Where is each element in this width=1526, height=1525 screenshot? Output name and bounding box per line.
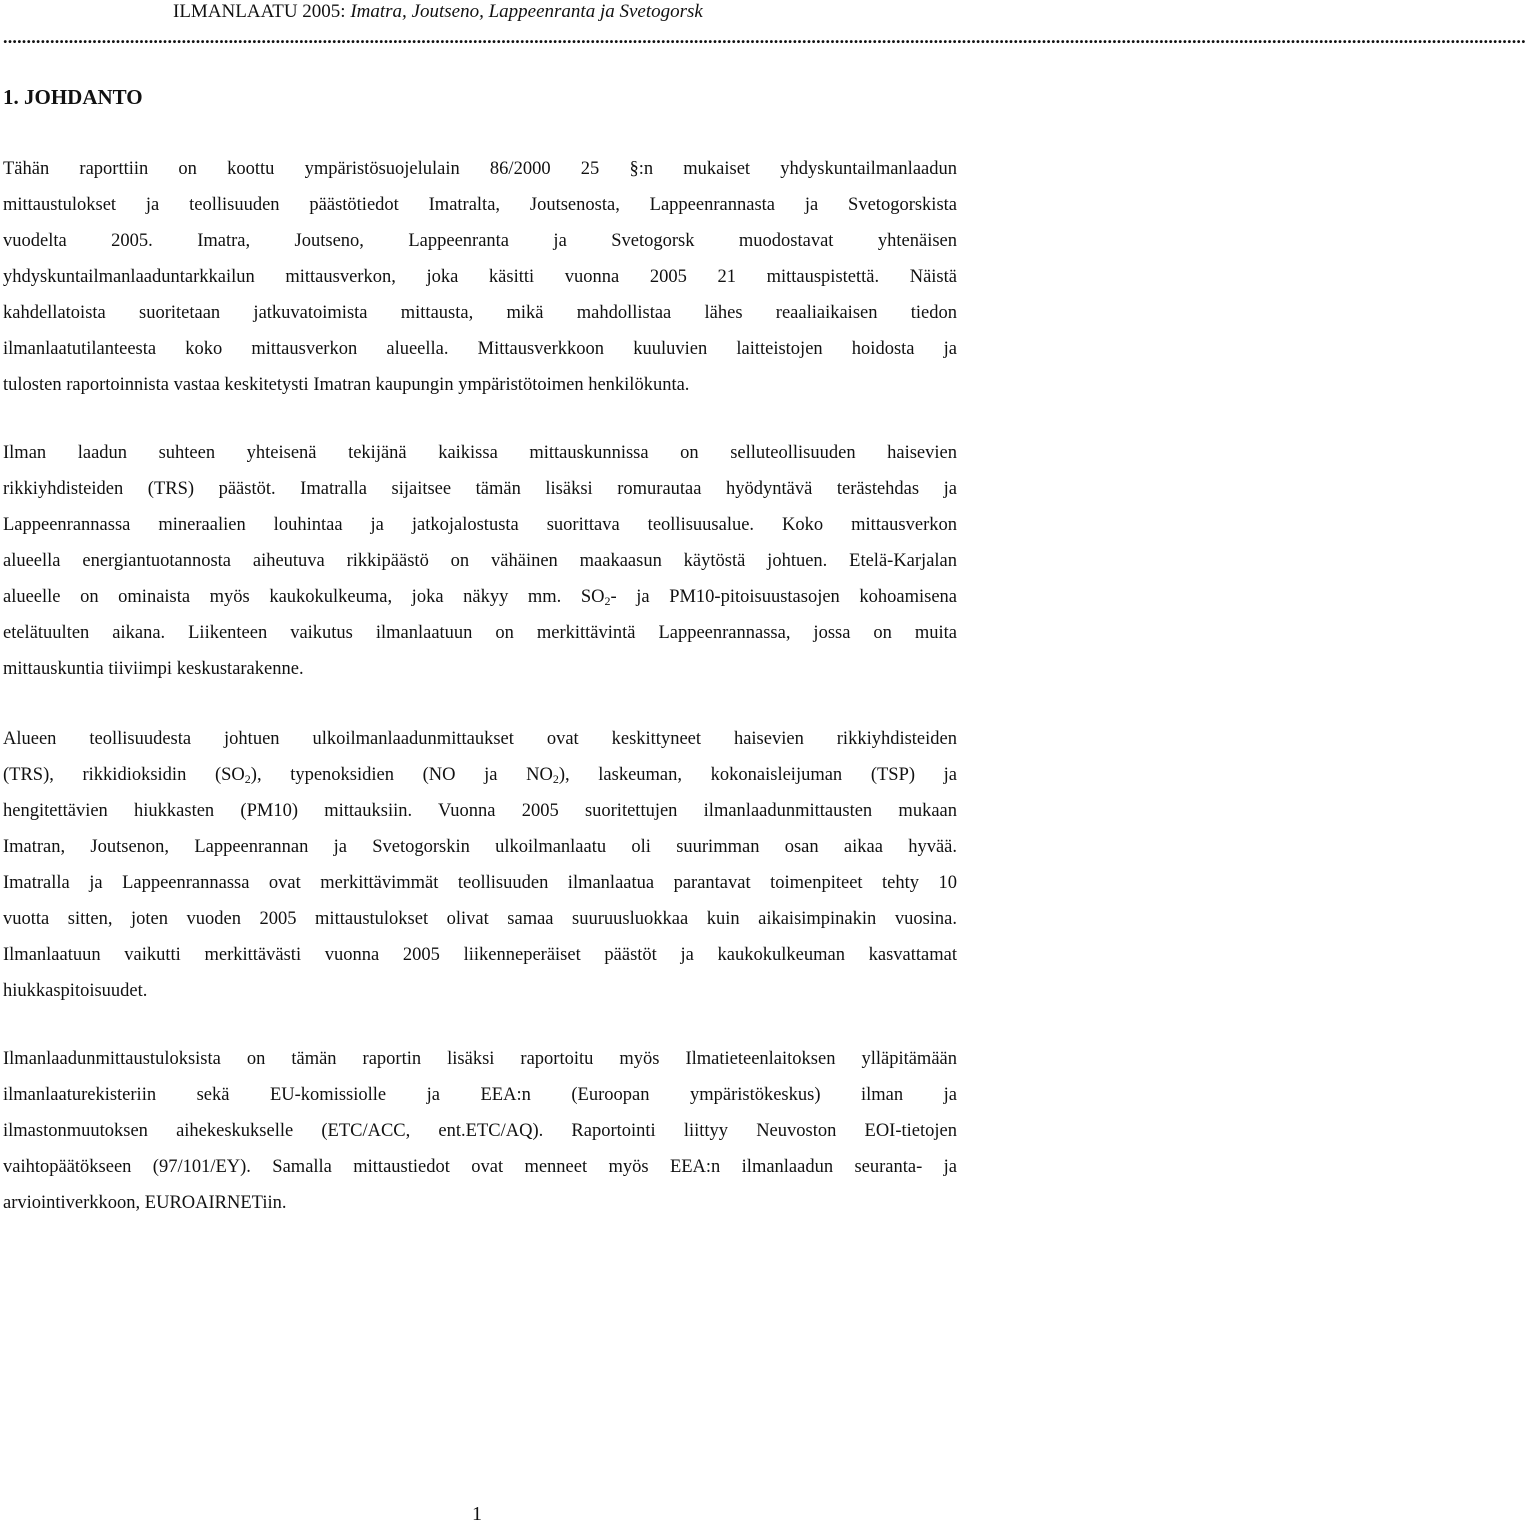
line-text: alueelle on ominaista myös kaukokulkeuma, joka näkyy mm. SO <box>3 587 605 607</box>
text-line: etelätuulten aikana. Liikenteen vaikutus ilmanlaatuun on merkittävintä Lappeenrannassa, jossa on muita <box>3 623 957 643</box>
subscript: 2 <box>604 594 611 608</box>
subscript: 2 <box>552 772 559 786</box>
header-title: Imatra, Joutseno, Lappeenranta ja Svetogorsk <box>350 1 703 22</box>
text-line: Ilmanlaatuun vaikutti merkittävästi vuonna 2005 liikenneperäiset päästöt ja kaukokulkeuman kasvattamat <box>3 945 957 965</box>
text-line-with-subscript <box>3 579 957 615</box>
subscript: 2 <box>244 772 251 786</box>
text-line: vaihtopäätökseen (97/101/EY). Samalla mittaustiedot ovat menneet myös EEA:n ilmanlaadun seuranta- ja <box>3 1157 957 1177</box>
text-line: Imatran, Joutsenon, Lappeenrannan ja Svetogorskin ulkoilmanlaatu oli suurimman osan aikaa hyvää. <box>3 837 957 857</box>
text-line: hiukkaspitoisuudet. <box>3 981 148 1001</box>
line-text: (TRS), rikkidioksidin (SO <box>3 765 245 785</box>
text-line: Tähän raporttiin on koottu ympäristösuojelulain 86/2000 25 §:n mukaiset yhdyskuntailmanlaadun <box>3 159 957 179</box>
text-line: Ilman laadun suhteen yhteisenä tekijänä kaikissa mittauskunnissa on selluteollisuuden haisevien <box>3 443 957 463</box>
section-heading: 1. JOHDANTO <box>3 85 143 109</box>
text-line: tulosten raportoinnista vastaa keskitetysti Imatran kaupungin ympäristötoimen henkilökunta. <box>3 375 690 395</box>
text-line: vuodelta 2005. Imatra, Joutseno, Lappeenranta ja Svetogorsk muodostavat yhtenäisen <box>3 231 957 251</box>
text-line: Alueen teollisuudesta johtuen ulkoilmanlaadunmittaukset ovat keskittyneet haisevien rikkiyhdisteiden <box>3 729 957 749</box>
text-line: arviointiverkkoon, EUROAIRNETiin. <box>3 1193 287 1213</box>
text-line: ilmanlaaturekisteriin sekä EU-komissiolle ja EEA:n (Euroopan ympäristökeskus) ilman ja <box>3 1085 957 1105</box>
text-line: yhdyskuntailmanlaaduntarkkailun mittausverkon, joka käsitti vuonna 2005 21 mittauspistettä. Näistä <box>3 267 957 287</box>
text-line: kahdellatoista suoritetaan jatkuvatoimista mittausta, mikä mahdollistaa lähes reaaliaikaisen tiedon <box>3 303 957 323</box>
paragraph-2 <box>3 435 957 687</box>
text-line: ilmastonmuutoksen aihekeskukselle (ETC/ACC, ent.ETC/AQ). Raportointi liittyy Neuvoston EOI-tietojen <box>3 1121 957 1141</box>
line-text: ), laskeuman, kokonaisleijuman (TSP) ja <box>558 765 958 785</box>
line-text: ), typenoksidien (NO ja NO <box>250 765 553 785</box>
text-line-with-subscript <box>3 757 957 793</box>
text-line: rikkiyhdisteiden (TRS) päästöt. Imatralla sijaitsee tämän lisäksi romurautaa hyödyntävä terästehdas ja <box>3 479 957 499</box>
text-line: mittauskuntia tiiviimpi keskustarakenne. <box>3 659 304 679</box>
text-line: alueella energiantuotannosta aiheutuva rikkipäästö on vähäinen maakaasun käytöstä johtuen. Etelä-Karjalan <box>3 551 957 571</box>
running-header <box>173 0 703 24</box>
text-line: Imatralla ja Lappeenrannassa ovat merkittävimmät teollisuuden ilmanlaatua parantavat toimenpiteet tehty 10 <box>3 873 957 893</box>
text-line: Lappeenrannassa mineraalien louhintaa ja jatkojalostusta suorittava teollisuusalue. Koko mittausverkon <box>3 515 957 535</box>
paragraph-3 <box>3 721 957 1009</box>
text-line: hengitettävien hiukkasten (PM10) mittauksiin. Vuonna 2005 suoritettujen ilmanlaadunmittausten mukaan <box>3 801 957 821</box>
line-text: - ja PM10-pitoisuustasojen kohoamisena <box>610 587 957 607</box>
text-line: Ilmanlaadunmittaustuloksista on tämän raportin lisäksi raportoitu myös Ilmatieteenlaitoksen ylläpitämään <box>3 1049 957 1069</box>
header-dot-rule: .................................................................................................................................................................................................................................................................................................................................... <box>3 27 1526 47</box>
paragraph-1 <box>3 151 957 403</box>
text-line: ilmanlaatutilanteesta koko mittausverkon alueella. Mittausverkkoon kuuluvien laitteistojen hoidosta ja <box>3 339 957 359</box>
text-line: mittaustulokset ja teollisuuden päästötiedot Imatralta, Joutsenosta, Lappeenrannasta ja Svetogorskista <box>3 195 957 215</box>
header-prefix: ILMANLAATU 2005: <box>173 1 351 22</box>
page-number: 1 <box>472 1503 482 1525</box>
text-line: vuotta sitten, joten vuoden 2005 mittaustulokset olivat samaa suuruusluokkaa kuin aikaisimpinakin vuosina. <box>3 909 957 929</box>
paragraph-4 <box>3 1041 957 1221</box>
